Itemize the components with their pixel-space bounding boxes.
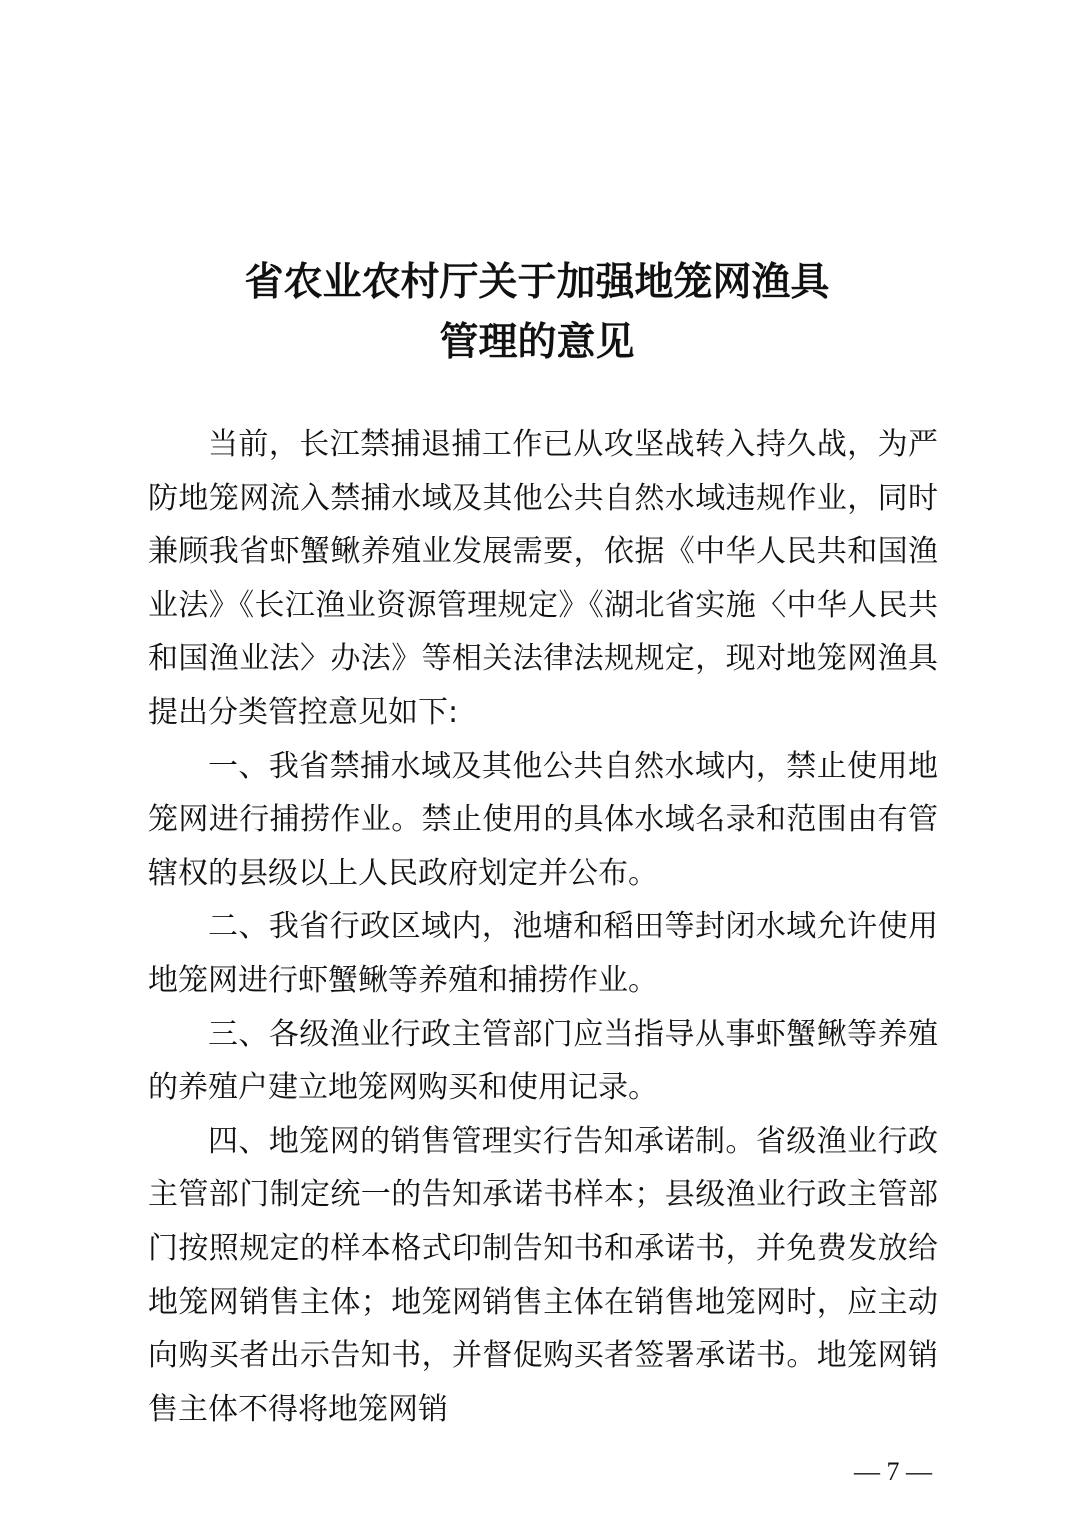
paragraph-item-3: 三、各级渔业行政主管部门应当指导从事虾蟹鳅等养殖的养殖户建立地笼网购买和使用记录。 (148, 1016, 938, 1106)
title-line-1: 省农业农村厅关于加强地笼网渔具 (244, 259, 830, 305)
title-line-2: 管理的意见 (439, 319, 635, 365)
paragraph-item-1: 一、我省禁捕水域及其他公共自然水域内，禁止使用地笼网进行捕捞作业。禁止使用的具体水域名录和范围由有管辖权的县级以上人民政府划定并公布。 (148, 748, 938, 891)
paragraph-item-2: 二、我省行政区域内，池塘和稻田等封闭水域允许使用地笼网进行虾蟹鳅等养殖和捕捞作业。 (148, 909, 938, 998)
paragraph-intro: 当前，长江禁捕退捕工作已从攻坚战转入持久战，为严防地笼网流入禁捕水域及其他公共自然水域违规作业，同时兼顾我省虾蟹鳅养殖业发展需要，依据《中华人民共和国渔业法》《长江渔业资源管理规定》《湖北省实施〈中华人民共和国渔业法〉办法》等相关法律法规规定，现对地笼网渔具提出分类管控意见如下: (148, 427, 938, 730)
document-body (148, 418, 938, 1436)
paragraph-item-4: 四、地笼网的销售管理实行告知承诺制。省级渔业行政主管部门制定统一的告知承诺书样本；县级渔业行政主管部门按照规定的样本格式印制告知书和承诺书，并免费发放给地笼网销售主体；地笼网销售主体在销售地笼网时，应主动向购买者出示告知书，并督促购买者签署承诺书。地笼网销售主体不得将地笼网销 (148, 1123, 938, 1427)
page-number: — 7 — (854, 1457, 932, 1486)
document-title (0, 252, 1074, 372)
